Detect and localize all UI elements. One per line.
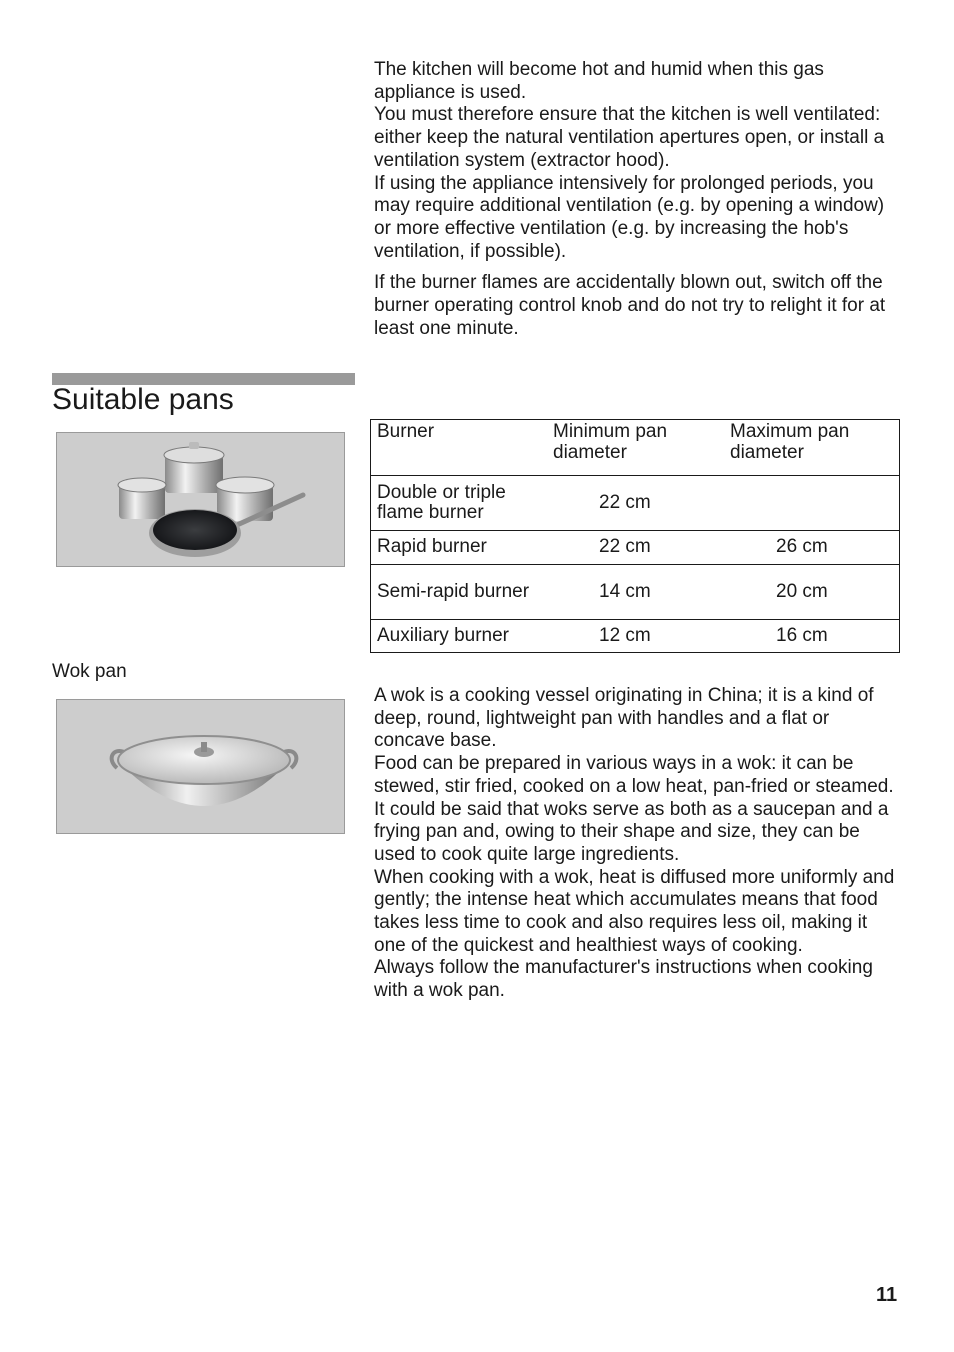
intro-paragraph: The kitchen will become hot and humid when this gas appliance is used. [374,59,824,103]
table-header-cell: Maximum pan diameter [730,421,850,463]
max-diameter-cell: 26 cm [724,531,900,565]
max-diameter-cell: 20 cm [724,565,900,620]
ventilation-text [374,59,902,340]
burner-cell: Auxiliary burner [371,620,548,653]
intro-paragraph: either keep the natural ventilation apertures open, or install a ventilation system (extractor hood). [374,127,885,171]
burner-cell: Rapid burner [371,531,548,565]
burner-cell: Double or triple flame burner [371,476,548,531]
wok-paragraph: When cooking with a wok, heat is diffused more uniformly and gently; the intense heat which accumulates means that food takes less time to cook and also requires less oil, making it one of the quickest and healthiest ways of cooking. [374,866,895,956]
wok-paragraph: A wok is a cooking vessel originating in China; it is a kind of deep, round, lightweight pan with handles and a flat or concave base. [374,685,874,752]
pans-image [56,432,345,567]
max-diameter-cell [724,476,900,531]
table-row [371,531,900,565]
table-row [371,620,900,653]
intro-paragraph: If the burner flames are accidentally blown out, switch off the burner operating control knob and do not try to relight it for at least one minute. [374,272,886,339]
table-header-cell: Burner [377,421,435,442]
burner-cell: Semi-rapid burner [371,565,548,620]
min-diameter-cell: 22 cm [547,476,724,531]
table-header-row [371,420,900,476]
table-header-cell: Minimum pan diameter [553,421,668,463]
max-diameter-cell: 16 cm [724,620,900,653]
intro-paragraph: You must therefore ensure that the kitchen is well ventilated: [374,104,881,126]
intro-paragraph: If using the appliance intensively for prolonged periods, you may require additional ventilation (e.g. by opening a window) or more effective ventilation (e.g. by increasing the hob's ventilation, if possible). [374,172,885,262]
wok-description [374,685,902,1003]
table-row [371,565,900,620]
wok-paragraph: Always follow the manufacturer's instructions when cooking with a wok pan. [374,957,873,1002]
min-diameter-cell: 22 cm [547,531,724,565]
wok-paragraph: Food can be prepared in various ways in a wok: it can be stewed, stir fried, cooked on a low heat, pan-fried or steamed. It could be said that woks serve as both as a saucepan and a frying pan and, owing to their shape and size, they can be used to cook quite large ingredients. [374,753,894,865]
section-title: Suitable pans [52,383,234,416]
wok-caption: Wok pan [52,661,127,682]
pan-diameter-table [370,419,900,653]
page-number: 11 [876,1284,898,1306]
wok-illustration [57,700,344,833]
pots-and-pan-illustration [57,433,344,566]
min-diameter-cell: 14 cm [547,565,724,620]
wok-image [56,699,345,834]
table-row [371,476,900,531]
min-diameter-cell: 12 cm [547,620,724,653]
